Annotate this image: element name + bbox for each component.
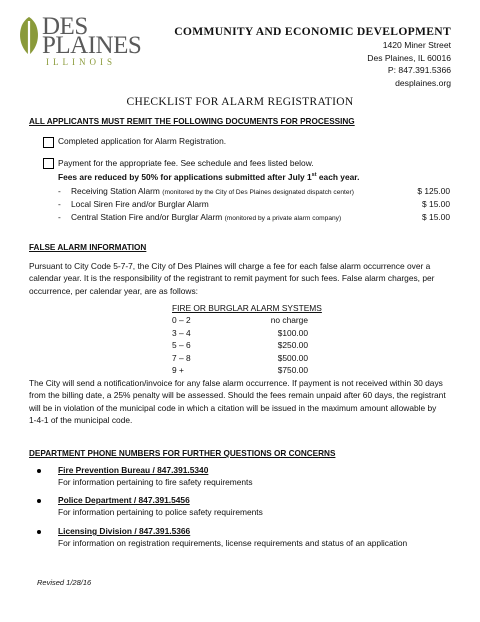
contact-title: Fire Prevention Bureau / 847.391.5340 xyxy=(58,465,209,475)
fee-amount: $ 15.00 xyxy=(422,212,450,222)
fee-table-heading: FIRE OR BURGLAR ALARM SYSTEMS xyxy=(172,303,322,313)
contact-item xyxy=(44,464,253,489)
fee-table-row: 0 – 2 no charge xyxy=(172,315,308,326)
fee-reduction-note: Fees are reduced by 50% for applications submitted after July 1st each year. xyxy=(58,171,360,182)
fee-table-row: 9 + $750.00 xyxy=(172,365,308,376)
fee-table-row: 7 – 8 $500.00 xyxy=(172,352,308,363)
address-city: Des Plaines, IL 60016 xyxy=(367,52,451,63)
department-title: COMMUNITY AND ECONOMIC DEVELOPMENT xyxy=(174,25,451,38)
contact-description: For information pertaining to police safety requirements xyxy=(58,507,263,518)
contact-title: Police Department / 847.391.5456 xyxy=(58,495,190,505)
false-alarm-fee-table xyxy=(172,302,322,376)
fee-amount: $ 15.00 xyxy=(422,199,450,209)
section-heading-contacts: DEPARTMENT PHONE NUMBERS FOR FURTHER QUESTIONS OR CONCERNS xyxy=(29,449,336,458)
bullet-icon xyxy=(37,469,41,473)
fee-row: - Local Siren Fire and/or Burglar Alarm $ 15.00 xyxy=(58,199,450,209)
website-link[interactable]: desplaines.org xyxy=(395,77,451,88)
fee-amount: $ 125.00 xyxy=(417,186,450,196)
contact-item xyxy=(44,525,407,550)
document-title: CHECKLIST FOR ALARM REGISTRATION xyxy=(126,96,354,108)
logo xyxy=(18,13,148,68)
penalty-paragraph: The City will send a notification/invoice for any false alarm occurrence. If payment is not received within 30 days from the billing date, a 25% penalty will be assessed. Should the fees remain unpaid after 60 days, the registrant will be in violation of the municipal code in which a citation will be issued in the maximum amount allowable by 1-4-1 of the municipal code. xyxy=(29,378,446,426)
leaf-logo-icon xyxy=(18,17,40,57)
fee-list xyxy=(58,186,450,225)
fee-table-row: 5 – 6 $250.00 xyxy=(172,340,308,351)
section-heading-documents: ALL APPLICANTS MUST REMIT THE FOLLOWING DOCUMENTS FOR PROCESSING xyxy=(29,117,355,126)
phone-number: P: 847.391.5366 xyxy=(387,65,451,75)
address-block xyxy=(367,39,451,89)
revision-date: Revised 1/28/16 xyxy=(37,578,92,587)
section-heading-false-alarm: FALSE ALARM INFORMATION xyxy=(29,243,147,252)
checklist-item-payment: Payment for the appropriate fee. See schedule and fees listed below. xyxy=(58,158,314,168)
address-street: 1420 Miner Street xyxy=(382,40,451,50)
contact-title: Licensing Division / 847.391.5366 xyxy=(58,526,191,536)
contact-item xyxy=(44,494,263,519)
logo-word-des: DES xyxy=(42,13,88,40)
checklist-item-application: Completed application for Alarm Registration. xyxy=(58,136,227,146)
checkbox-application[interactable] xyxy=(43,137,54,148)
logo-word-illinois: ILLINOIS xyxy=(46,57,116,67)
contact-description: For information pertaining to fire safety requirements xyxy=(58,477,253,488)
contact-description: For information on registration requirements, license requirements and status of an application xyxy=(58,538,408,549)
fee-row: - Receiving Station Alarm (monitored by the City of Des Plaines designated dispatch center) $ 125.00 xyxy=(58,186,450,196)
bullet-icon xyxy=(37,499,41,503)
fee-row: - Central Station Fire and/or Burglar Alarm (monitored by a private alarm company) $ 15.00 xyxy=(58,212,450,222)
fee-table-row: 3 – 4 $100.00 xyxy=(172,327,308,338)
logo-word-plaines: PLAINES xyxy=(42,32,142,59)
checkbox-payment[interactable] xyxy=(43,158,54,169)
bullet-icon xyxy=(37,530,41,534)
false-alarm-paragraph: Pursuant to City Code 5-7-7, the City of Des Plaines will charge a fee for each false alarm occurrence over a calendar year. It is the responsibility of the registrant to remit payment for such fees. False alarm charges, per occurrence, per calendar year, are as follows: xyxy=(29,261,435,296)
